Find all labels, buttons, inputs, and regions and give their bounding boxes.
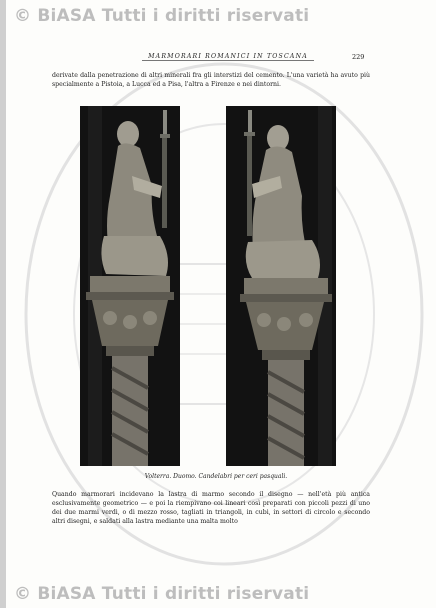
candelabrum-photo-right — [226, 106, 336, 466]
watermark-top: © BiASA Tutti i diritti riservati — [14, 6, 310, 26]
page-edge-shadow — [0, 0, 6, 608]
running-head: MARMORARI ROMANICI IN TOSCANA — [142, 53, 314, 61]
watermark-bottom: © BiASA Tutti i diritti riservati — [14, 584, 310, 604]
candelabrum-photo-left — [80, 106, 180, 466]
figure-caption: Volterra. Duomo. Candelabri per ceri pasquali. — [144, 473, 288, 480]
paragraph-bottom: Quando marmorari incidevano la lastra di marmo secondo il disegno — nell'età più antica esclusivamente geometrico — e poi la riempivano coi lineari così preparati con piccoli pezzi di uno dei due marmi verdi, o di mezzo rosso, tagliati in triangoli, in cubi, in settori di circolo e secondo altri disegni, e saldati alla lastra mediante una malta molto — [52, 491, 370, 525]
page-number: 229 — [352, 53, 365, 61]
paragraph-top: derivate dalla penetrazione di altri minerali fra gli interstizi del cemento. L'una varietà ha avuto più specialmente a Pistoia, a Lucca ed a Pisa, l'altra a Firenze e nei dintorni. — [52, 72, 370, 88]
